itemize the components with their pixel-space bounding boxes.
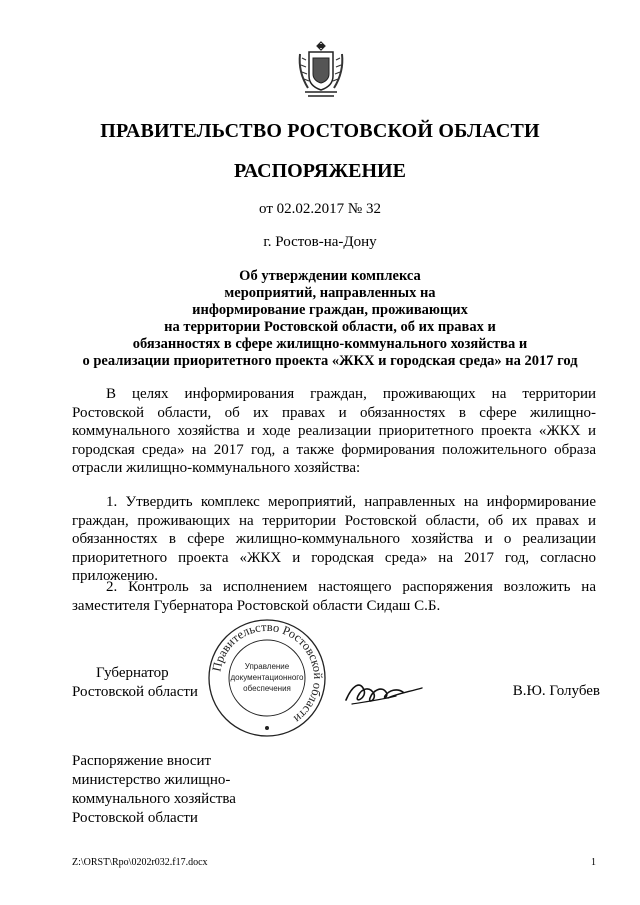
coat-of-arms-emblem — [296, 38, 346, 102]
note-line: министерство жилищно- — [72, 772, 231, 788]
subject-line: обязанностях в сфере жилищно-коммунального хозяйства и — [132, 336, 528, 352]
subject-line: Об утверждении комплекса — [239, 268, 421, 284]
official-stamp — [205, 616, 329, 740]
page-number: 1 — [591, 857, 596, 868]
stamp-center-line: Управление — [244, 662, 290, 671]
subject-line: на территории Ростовской области, об их правах и — [164, 319, 496, 335]
item-2-paragraph — [72, 578, 596, 615]
file-path: Z:\ORST\Rpo\0202r032.f17.docx — [72, 857, 208, 868]
item-1-text: 1. Утвердить комплекс мероприятий, направленных на информирование граждан, проживающих на территории Ростовской области, об их правах и обязанностях в сфере жилищно-коммунального хозяйства и о реализации приоритетного проекта «ЖКХ и городская среда» на 2017 год, согласно приложению. — [72, 494, 596, 585]
item-1-paragraph — [72, 493, 596, 586]
submitter-note — [72, 752, 332, 828]
note-line: Распоряжение вносит — [72, 753, 212, 769]
subject-line: мероприятий, направленных на — [224, 285, 436, 301]
position-line-1: Губернатор — [96, 665, 169, 681]
stamp-center-line: документационного — [230, 673, 304, 682]
stamp-ring-text: Правительство Ростовской области — [209, 619, 326, 726]
preamble-paragraph — [72, 385, 596, 478]
position-line-2: Ростовской области — [72, 684, 198, 700]
subject-line: информирование граждан, проживающих — [192, 302, 468, 318]
signatory-name: В.Ю. Голубев — [512, 683, 600, 699]
stamp-center-line: обеспечения — [243, 684, 291, 693]
city: г. Ростов-на-Дону — [263, 234, 377, 250]
handwritten-signature — [342, 676, 428, 710]
document-type: РАСПОРЯЖЕНИЕ — [234, 160, 406, 182]
note-line: Ростовской области — [72, 810, 198, 826]
subject-heading — [60, 268, 600, 370]
subject-line: о реализации приоритетного проекта «ЖКХ и городская среда» на 2017 год — [82, 353, 578, 369]
item-2-text: 2. Контроль за исполнением настоящего распоряжения возложить на заместителя Губернатора Ростовской области Сидаш С.Б. — [72, 579, 596, 614]
note-line: коммунального хозяйства — [72, 791, 236, 807]
date-number: от 02.02.2017 № 32 — [259, 201, 381, 217]
preamble-text: В целях информирования граждан, проживающих на территории Ростовской области, об их правах и обязанностях в сфере жилищно-коммунального хозяйства и ходе реализации приоритетного проекта «ЖКХ и городская среда» на 2017 год, а также формирования положительного образа отрасли жилищно-коммунального хозяйства: — [72, 386, 596, 477]
page-title: ПРАВИТЕЛЬСТВО РОСТОВСКОЙ ОБЛАСТИ — [100, 120, 540, 142]
signatory-position — [72, 664, 212, 702]
